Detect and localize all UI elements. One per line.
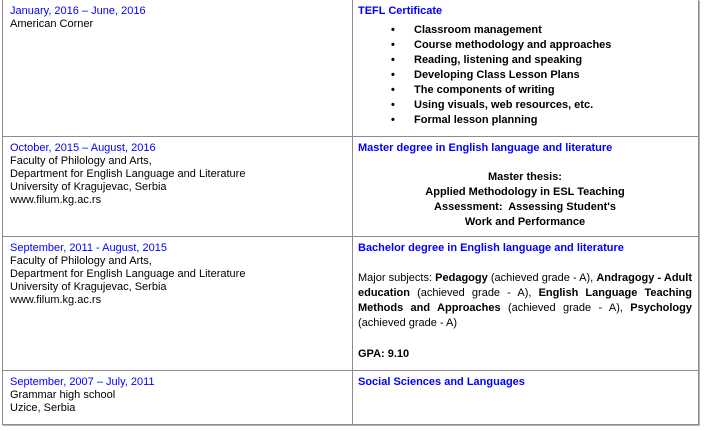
date-range: September, 2011 - August, 2015 [10, 242, 167, 254]
text-line: Department for English Language and Literature [10, 268, 246, 280]
text-line: Department for English Language and Literature [10, 168, 246, 180]
text-line: American Corner [10, 18, 94, 30]
entry-right-cell [353, 371, 698, 424]
entry-right-cell [353, 237, 698, 370]
entry-right-cell [353, 0, 698, 136]
text-line: Applied Methodology in ESL Teaching [425, 186, 625, 198]
text-line: Uzice, Serbia [10, 402, 76, 414]
text-line: Assessment: Assessing Student's [434, 201, 616, 213]
text-line: • The components of writing [358, 83, 692, 98]
text-line: Grammar high school [10, 389, 116, 401]
text-segment: Psychology [630, 302, 692, 314]
text-line: Faculty of Philology and Arts, [10, 255, 152, 267]
text-line: • Formal lesson planning [358, 113, 692, 128]
text-line: • Developing Class Lesson Plans [358, 68, 692, 83]
text-line: • Classroom management [358, 23, 692, 38]
text-line: • Reading, listening and speaking [358, 53, 692, 68]
education-table [2, 0, 699, 425]
entry-right-cell [353, 137, 698, 236]
text-segment: (achieved grade - A) [358, 317, 458, 329]
date-range: January, 2016 – June, 2016 [10, 5, 146, 17]
date-range: September, 2007 – July, 2011 [10, 376, 155, 388]
text-line: • Course methodology and approaches [358, 38, 692, 53]
text-line: Master thesis: [488, 171, 562, 183]
degree-title: Social Sciences and Languages [358, 376, 525, 388]
text-segment: English Language Teaching Methods and Approaches [358, 287, 692, 314]
entry-left-cell [3, 137, 353, 236]
institution [10, 155, 346, 207]
gpa: GPA: 9.10 [358, 348, 410, 360]
institution [10, 389, 346, 415]
text-segment: (achieved grade - A), [500, 302, 631, 314]
education-entry-bachelor [3, 236, 698, 370]
text-line: Work and Performance [464, 216, 586, 228]
education-entry-tefl [3, 0, 698, 136]
major-subjects [358, 271, 692, 331]
text-segment: Major subjects: [358, 272, 436, 284]
thesis-block [358, 170, 692, 230]
degree-title: Master degree in English language and literature [358, 142, 613, 154]
education-entry-highschool [3, 370, 698, 424]
text-line: University of Kragujevac, Serbia [10, 181, 167, 193]
course-topics-list [358, 23, 692, 128]
text-line: • Using visuals, web resources, etc. [358, 98, 692, 113]
text-line: www.filum.kg.ac.rs [10, 194, 102, 206]
date-range: October, 2015 – August, 2016 [10, 142, 156, 154]
degree-title: Bachelor degree in English language and literature [358, 242, 624, 254]
text-segment: (achieved grade - A), [487, 272, 597, 284]
degree-title: TEFL Certificate [358, 5, 443, 17]
entry-left-cell [3, 237, 353, 370]
text-segment: Andragogy - Adult education [358, 272, 692, 299]
text-segment: Pedagogy [435, 272, 488, 284]
text-line: University of Kragujevac, Serbia [10, 281, 167, 293]
text-line: Faculty of Philology and Arts, [10, 155, 152, 167]
institution [10, 18, 346, 31]
text-line: www.filum.kg.ac.rs [10, 294, 102, 306]
text-segment: (achieved grade - A), [409, 287, 539, 299]
education-entry-master [3, 136, 698, 236]
entry-left-cell [3, 371, 353, 424]
entry-left-cell [3, 0, 353, 136]
institution [10, 255, 346, 307]
